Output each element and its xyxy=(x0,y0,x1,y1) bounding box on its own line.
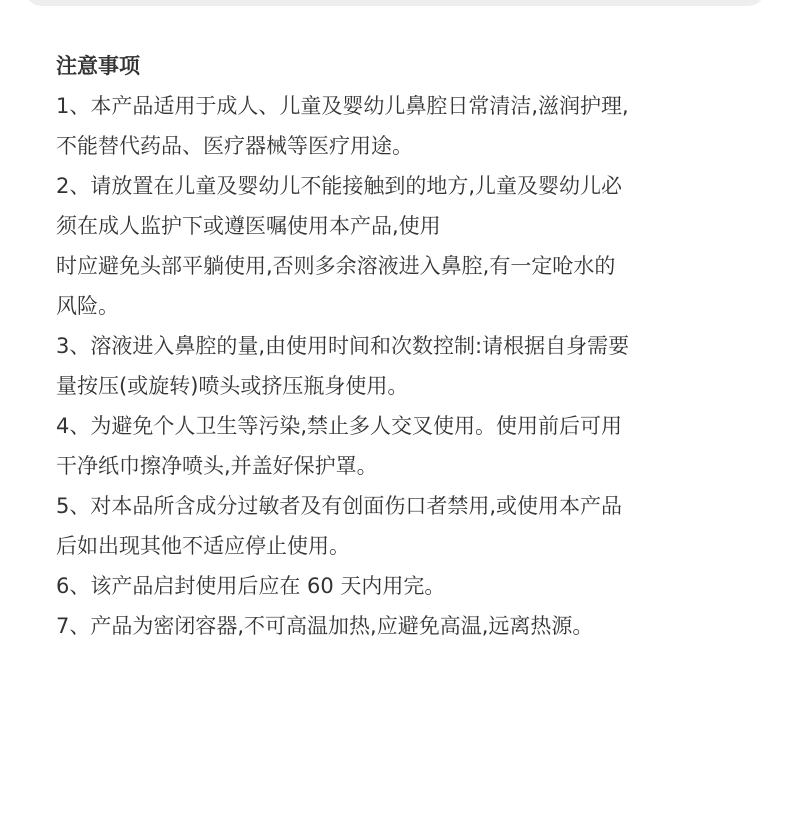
notice-section xyxy=(56,46,736,646)
notice-line: 不能替代药品、医疗器械等医疗用途。 xyxy=(56,134,413,158)
notice-line: 7、产品为密闭容器,不可高温加热,应避免高温,远离热源。 xyxy=(56,614,594,638)
notice-line: 6、该产品启封使用后应在 60 天内用完。 xyxy=(56,574,446,598)
notice-line: 5、对本品所含成分过敏者及有创面伤口者禁用,或使用本产品 xyxy=(56,494,623,518)
notice-line: 干净纸巾擦净喷头,并盖好保护罩。 xyxy=(56,454,378,478)
notice-title: 注意事项 xyxy=(56,54,140,78)
top-card-edge xyxy=(24,0,766,6)
notice-line: 4、为避免个人卫生等污染,禁止多人交叉使用。使用前后可用 xyxy=(56,414,623,438)
notice-line: 后如出现其他不适应停止使用。 xyxy=(56,534,350,558)
notice-line: 1、本产品适用于成人、儿童及婴幼儿鼻腔日常清洁,滋润护理, xyxy=(56,94,629,118)
notice-line: 3、溶液进入鼻腔的量,由使用时间和次数控制:请根据自身需要 xyxy=(56,334,630,358)
notice-line: 风险。 xyxy=(56,294,119,318)
notice-line: 量按压(或旋转)喷头或挤压瓶身使用。 xyxy=(56,374,409,398)
notice-line: 时应避免头部平躺使用,否则多余溶液进入鼻腔,有一定呛水的 xyxy=(56,254,616,278)
notice-line: 2、请放置在儿童及婴幼儿不能接触到的地方,儿童及婴幼儿必 xyxy=(56,174,623,198)
notice-line: 须在成人监护下或遵医嘱使用本产品,使用 xyxy=(56,214,441,238)
